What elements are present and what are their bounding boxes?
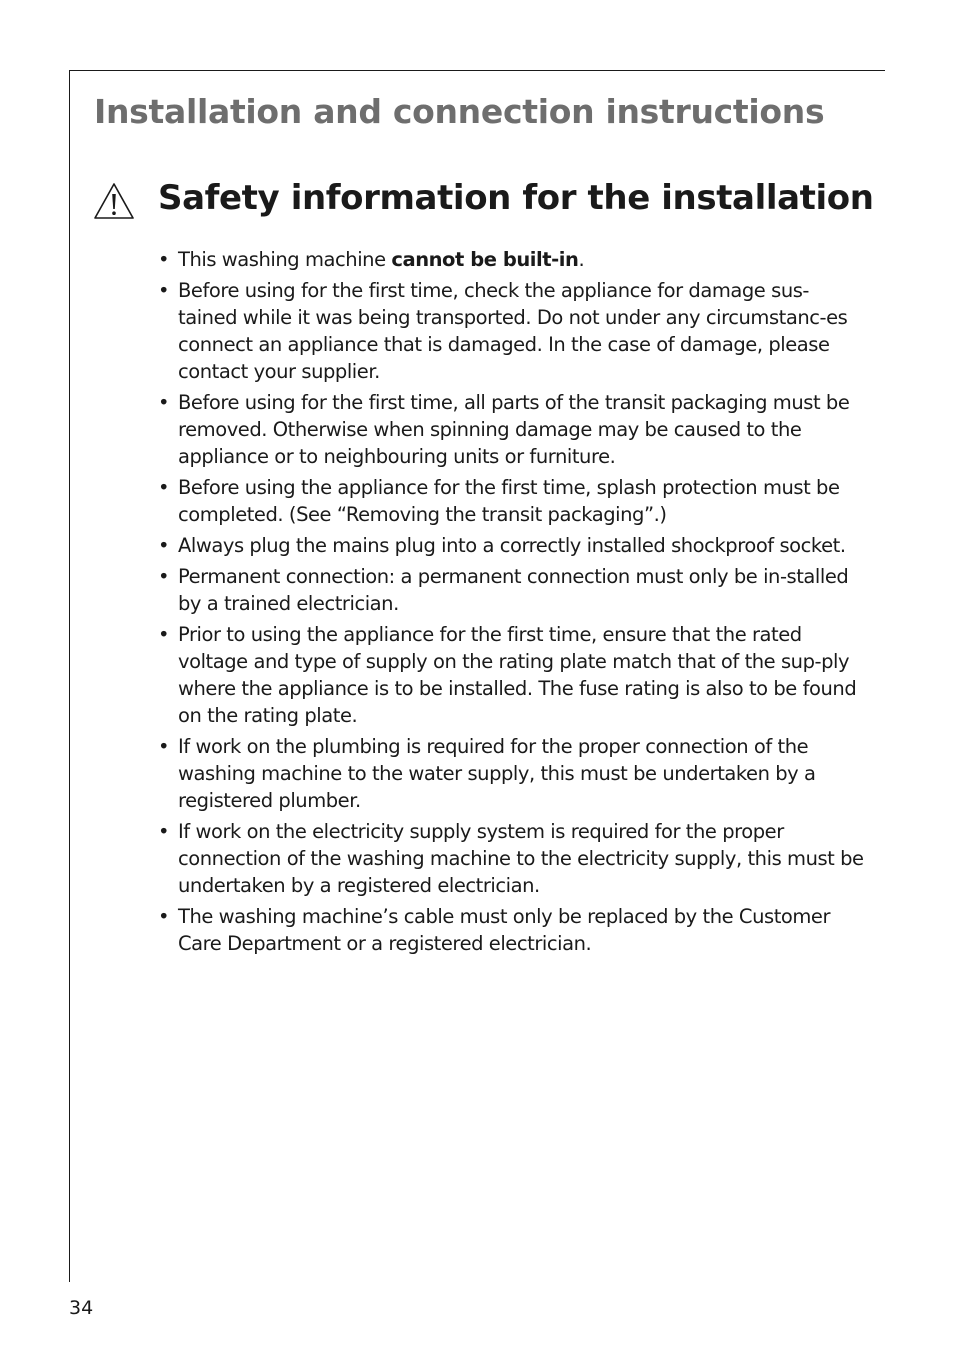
bullet-text: This washing machine xyxy=(178,248,392,271)
page-frame-top-rule xyxy=(69,70,885,71)
bullet-item: • If work on the electricity supply system is required for the proper connection of the washing machine to the electricity supply, this must be undertaken by a registered electrician. xyxy=(158,818,866,899)
bullet-item: • Before using for the first time, check the appliance for damage sus-tained while it was being transported. Do not under any circumstanc-es connect an appliance that is damaged. In the case of damage, please contact your supplier. xyxy=(158,277,866,385)
bullet-item: • Always plug the mains plug into a correctly installed shockproof socket. xyxy=(158,532,866,559)
bullet-item: • Before using the appliance for the first time, splash protection must be completed. (See “Removing the transit packaging”.) xyxy=(158,474,866,528)
page-heading: Safety information for the installation xyxy=(158,178,874,218)
bullet-item: • Before using for the first time, all parts of the transit packaging must be removed. Otherwise when spinning damage may be caused to the appliance or to neighbouring units or furniture. xyxy=(158,389,866,470)
page-number: 34 xyxy=(69,1297,94,1319)
bullet-item: • Permanent connection: a permanent connection must only be in-stalled by a trained electrician. xyxy=(158,563,866,617)
bullet-text-suffix: . xyxy=(578,248,585,271)
bullet-item: • If work on the plumbing is required for the proper connection of the washing machine to the water supply, this must be undertaken by a registered plumber. xyxy=(158,733,866,814)
bullet-item: • The washing machine’s cable must only be replaced by the Customer Care Department or a registered electrician. xyxy=(158,903,866,957)
bullet-emphasis: cannot be built-in xyxy=(391,248,579,271)
section-title: Installation and connection instructions xyxy=(94,92,825,131)
page-frame-left-rule xyxy=(69,70,70,1282)
warning-triangle-icon xyxy=(93,182,135,220)
bullet-item xyxy=(158,246,866,273)
bullet-item: • Prior to using the appliance for the first time, ensure that the rated voltage and type of supply on the rating plate match that of the sup-ply where the appliance is to be installed. The fuse rating is also to be found on the rating plate. xyxy=(158,621,866,729)
safety-bullet-list xyxy=(158,246,866,961)
